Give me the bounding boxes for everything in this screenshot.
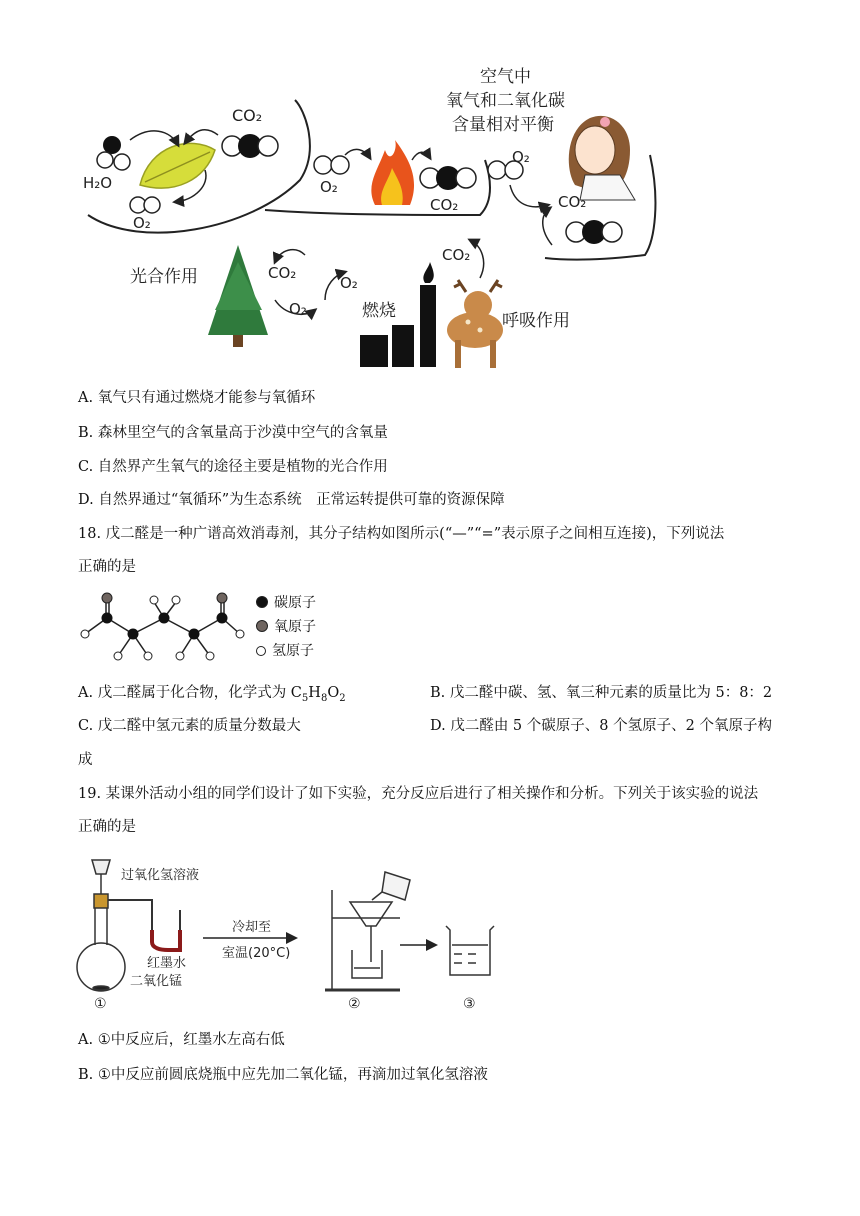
- q17-option-c: C. 自然界产生氧气的途径主要是植物的光合作用: [78, 459, 388, 475]
- tree-icon: [208, 245, 268, 347]
- legend-hydrogen: 氢原子: [256, 640, 314, 660]
- label-red-ink: 红墨水: [147, 956, 187, 971]
- q17-option-a: A. 氧气只有通过燃烧才能参与氧循环: [78, 390, 316, 406]
- label-step-3: ③: [463, 996, 476, 1012]
- fire-icon: [371, 140, 414, 205]
- hydrogen-atom-icon: [256, 646, 266, 656]
- q18-option-c: C. 戊二醛中氢元素的质量分数最大: [78, 718, 301, 734]
- label-step-2: ②: [348, 996, 361, 1012]
- co2-molecule-right: [566, 220, 622, 244]
- co2-molecule-left: [222, 134, 278, 158]
- q19-stem-line2: 正确的是: [78, 819, 136, 835]
- label-photosynthesis: 光合作用: [130, 267, 198, 287]
- label-o2-middle: O₂: [320, 178, 338, 196]
- leaf-icon: [140, 143, 215, 188]
- q17-option-b: B. 森林里空气的含氧量高于沙漠中空气的含氧量: [78, 425, 388, 441]
- q19-option-b: B. ①中反应前圆底烧瓶中应先加二氧化锰，再滴加过氧化氢溶液: [78, 1067, 488, 1083]
- q18-option-d-cont: 成: [78, 752, 93, 768]
- label-hydrogen-peroxide: 过氧化氢溶液: [121, 868, 200, 883]
- label-co2-tree: CO₂: [268, 264, 297, 282]
- legend-oxygen: 氧原子: [256, 616, 316, 636]
- q17-option-d: D. 自然界通过“氧循环”为生态系统 正常运转提供可靠的资源保障: [78, 492, 505, 508]
- q18-stem-line1: 18. 戊二醛是一种广谱高效消毒剂，其分子结构如图所示(“—”“=”表示原子之间相互连接)，下列说法: [78, 526, 725, 542]
- label-o2-factory: O₂: [340, 274, 358, 292]
- q18-option-a: A. 戊二醛属于化合物，化学式为 $C_5H_8O_2$: [78, 685, 346, 704]
- label-co2-deer: CO₂: [442, 246, 471, 264]
- label-o2-left: O₂: [133, 214, 151, 232]
- balance-label-line3: 含量相对平衡: [452, 115, 554, 135]
- water-molecule: [97, 136, 130, 170]
- carbon-atom-icon: [256, 596, 268, 608]
- deer-illustration: [447, 280, 503, 368]
- label-manganese-dioxide: 二氧化锰: [130, 974, 183, 989]
- oxygen-cycle-diagram: [0, 0, 860, 380]
- co2-molecule-middle: [420, 166, 476, 190]
- q19-stem-line1: 19. 某课外活动小组的同学们设计了如下实验，充分反应后进行了相关操作和分析。下列关于该实验的说法: [78, 786, 759, 802]
- label-h2o: H₂O: [83, 174, 113, 192]
- label-step-1: ①: [94, 996, 107, 1012]
- q18-option-b: B. 戊二醛中碳、氢、氧三种元素的质量比为 5：8：2: [430, 685, 773, 701]
- beaker-icon: [446, 926, 494, 975]
- label-o2-right: O₂: [512, 148, 530, 166]
- balance-label-line2: 氧气和二氧化碳: [446, 91, 565, 111]
- glutaraldehyde-structure: [70, 586, 250, 666]
- q18-stem-line2: 正确的是: [78, 559, 136, 575]
- filtration-apparatus: [325, 872, 410, 990]
- label-co2-middle: CO₂: [430, 196, 459, 214]
- label-o2-tree: O₂: [289, 300, 307, 318]
- oxygen-atom-icon: [256, 620, 268, 632]
- label-co2-right: CO₂: [558, 193, 587, 211]
- experiment-diagram: [70, 850, 510, 1020]
- q18-option-d: D. 戊二醛由 5 个碳原子、8 个氢原子、2 个氧原子构: [430, 718, 772, 734]
- o2-molecule-middle: [314, 156, 349, 174]
- q19-option-a: A. ①中反应后，红墨水左高右低: [78, 1032, 285, 1048]
- cycle-diagram-svg: [0, 0, 860, 380]
- label-respiration: 呼吸作用: [502, 311, 570, 331]
- molecule-svg: [70, 586, 250, 666]
- label-room-temp: 室温(20°C): [222, 946, 291, 961]
- o2-molecule-left: [130, 197, 160, 213]
- balance-label-line1: 空气中: [480, 67, 531, 87]
- label-cool-to: 冷却至: [232, 920, 272, 935]
- girl-illustration: [569, 116, 635, 200]
- legend-carbon: 碳原子: [256, 592, 316, 612]
- label-co2-left: CO₂: [232, 106, 263, 125]
- label-burning: 燃烧: [362, 301, 396, 321]
